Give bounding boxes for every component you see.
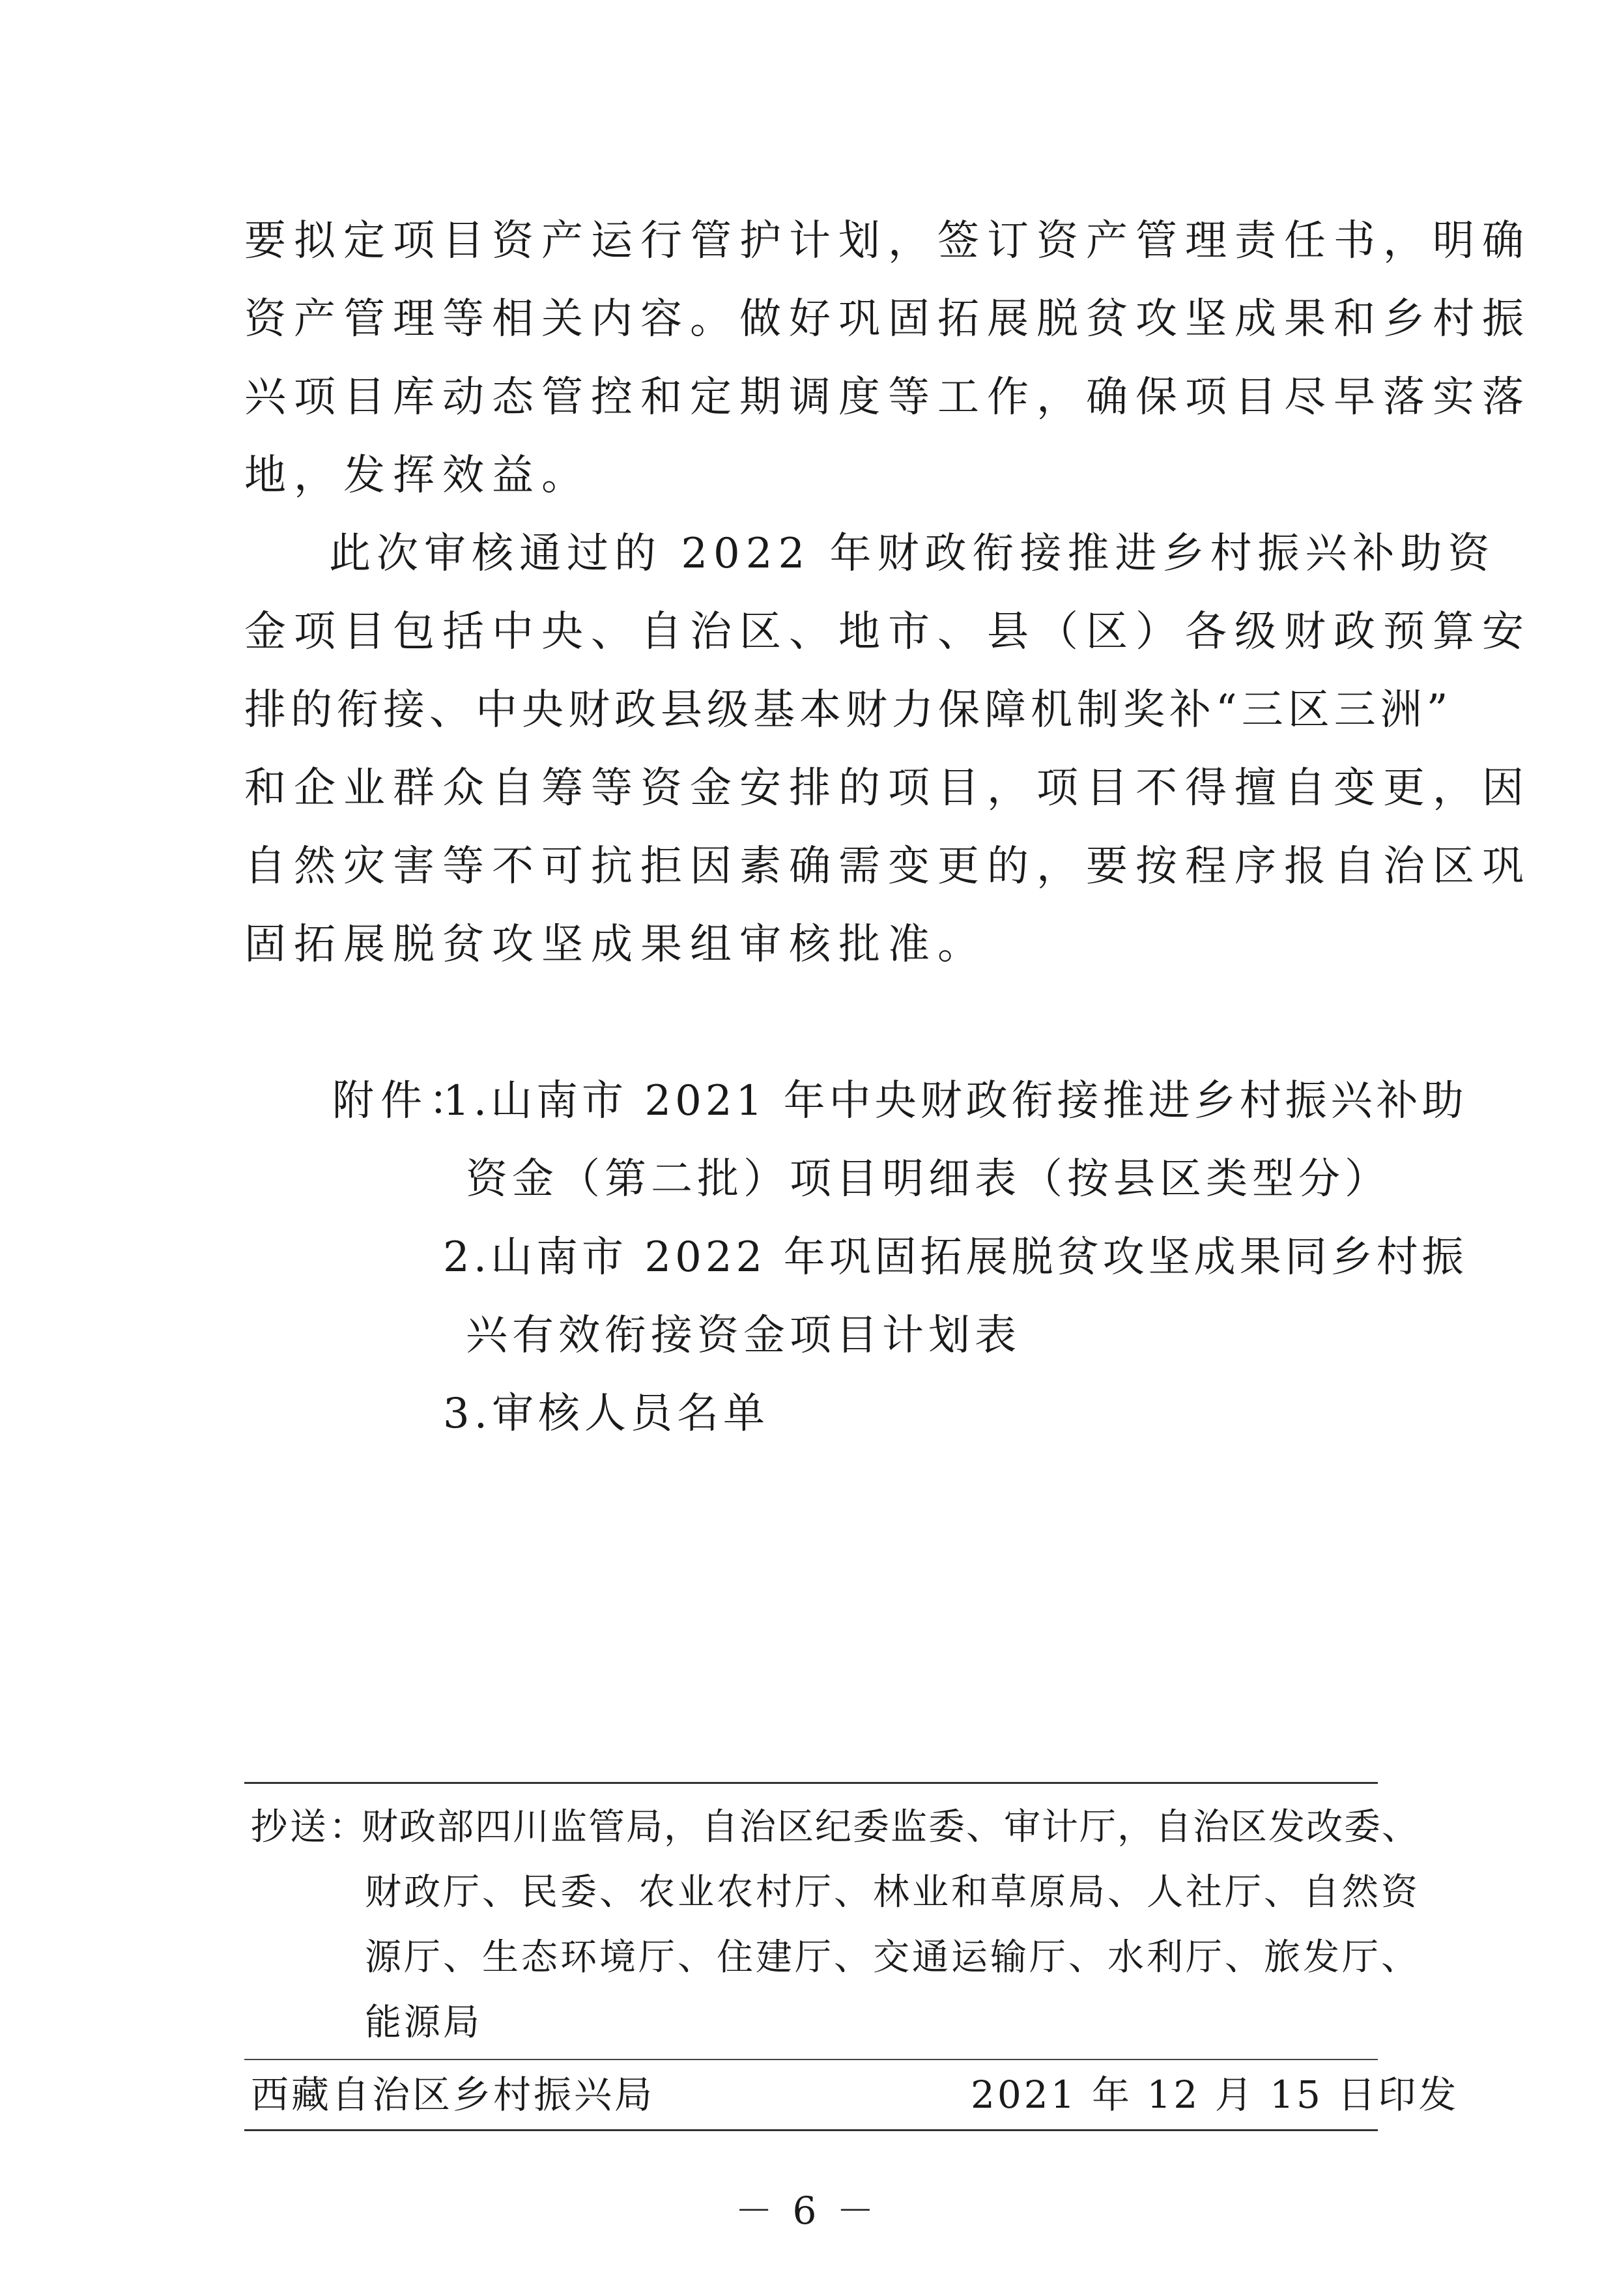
cc-line: 财政厅、民委、农业农村厅、林业和草原局、人社厅、自然资 xyxy=(365,1871,1420,1914)
paragraph-line: 自然灾害等不可抗拒因素确需变更的，要按程序报自治区巩 xyxy=(244,842,1532,891)
attachment-item-1-continued: 资金（第二批）项目明细表（按县区类型分） xyxy=(466,1155,1391,1203)
cc-top-rule xyxy=(244,1782,1378,1784)
attachments-label: 附件： xyxy=(332,1077,477,1125)
paragraph-line: 和企业群众自筹等资金安排的项目，项目不得擅自变更，因 xyxy=(244,764,1532,812)
paragraph-line: 此次审核通过的 2022 年财政衔接推进乡村振兴补助资 xyxy=(329,530,1496,578)
paragraph-line: 排的衔接、中央财政县级基本财力保障机制奖补“三区三洲” xyxy=(244,686,1453,734)
attachment-item-2-continued: 兴有效衔接资金项目计划表 xyxy=(466,1312,1021,1360)
cc-line: 源厅、生态环境厅、住建厅、交通运输厅、水利厅、旅发厅、 xyxy=(365,1936,1420,1979)
attachment-item-1: 1.山南市 2021 年中央财政衔接推进乡村振兴补助 xyxy=(443,1077,1468,1125)
issue-date: 2021 年 12 月 15 日印发 xyxy=(971,2073,1459,2117)
paragraph-line: 资产管理等相关内容。做好巩固拓展脱贫攻坚成果和乡村振 xyxy=(244,295,1532,343)
paragraph-line: 兴项目库动态管控和定期调度等工作，确保项目尽早落实落 xyxy=(244,373,1532,422)
cc-line: 财政部四川监管局，自治区纪委监委、审计厅，自治区发改委、 xyxy=(362,1806,1420,1848)
paragraph-line: 地，发挥效益。 xyxy=(244,452,591,500)
attachment-item-3: 3.审核人员名单 xyxy=(443,1390,770,1438)
cc-line: 能源局 xyxy=(365,2002,482,2044)
footer-bottom-rule xyxy=(244,2129,1378,2131)
page-number: － 6 － xyxy=(735,2188,878,2233)
paragraph-line: 要拟定项目资产运行管护计划，签订资产管理责任书，明确 xyxy=(244,217,1532,265)
cc-label: 抄送： xyxy=(251,1806,368,1848)
attachment-item-2: 2.山南市 2022 年巩固拓展脱贫攻坚成果同乡村振 xyxy=(443,1233,1468,1282)
issuer: 西藏自治区乡村振兴局 xyxy=(251,2073,655,2117)
footer-top-rule xyxy=(244,2059,1378,2060)
paragraph-line: 固拓展脱贫攻坚成果组审核批准。 xyxy=(244,921,987,969)
paragraph-line: 金项目包括中央、自治区、地市、县（区）各级财政预算安 xyxy=(244,608,1532,656)
